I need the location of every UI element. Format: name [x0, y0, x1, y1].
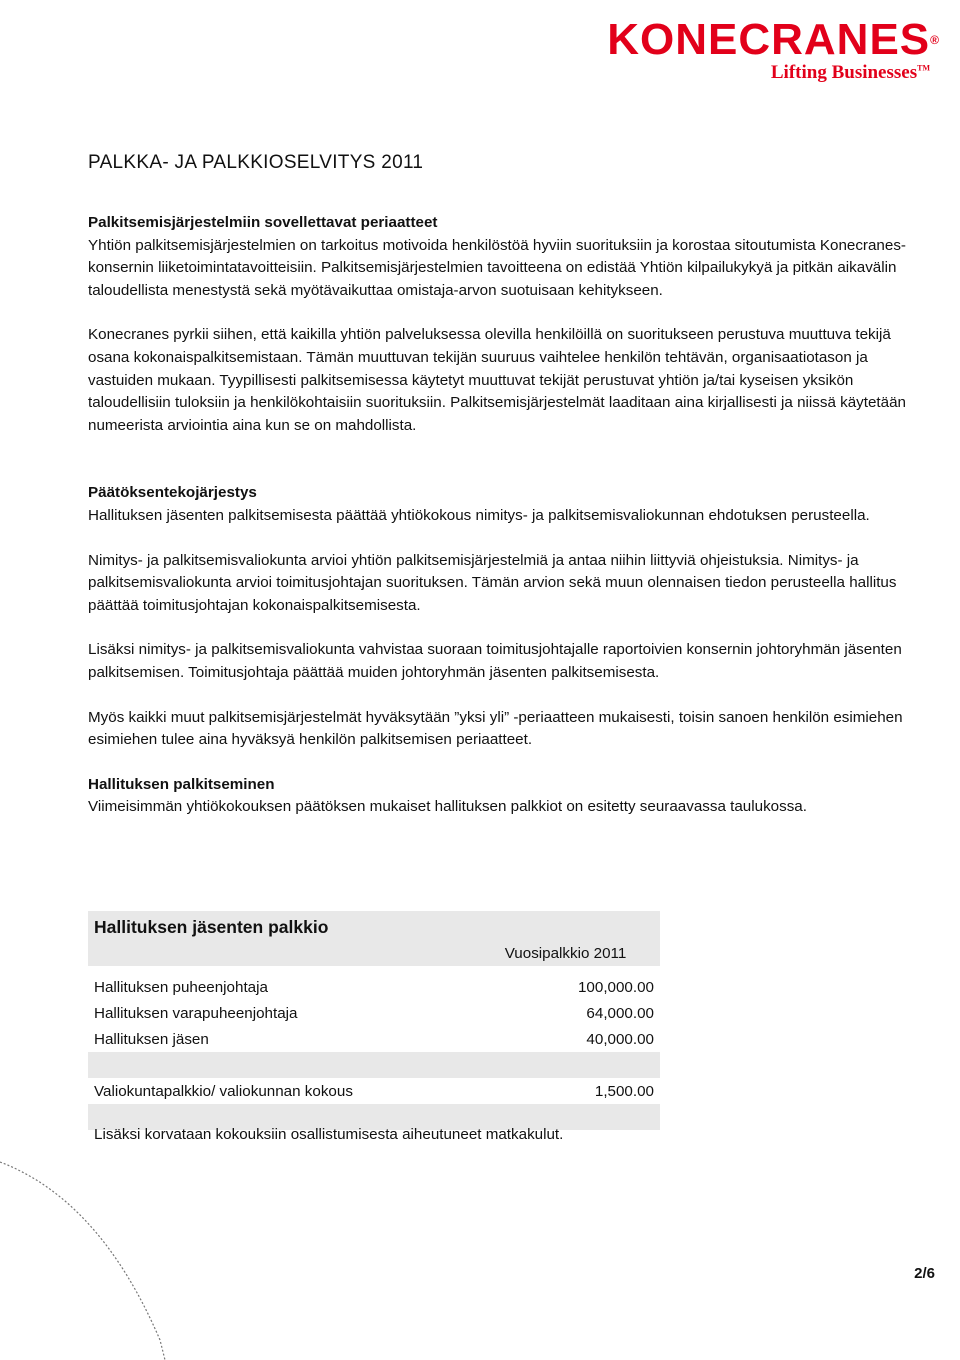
table-footnote: Lisäksi korvataan kokouksiin osallistumisesta aiheutuneet matkakulut.: [94, 1126, 564, 1143]
column-header: Vuosipalkkio 2011: [504, 944, 627, 962]
paragraph: Hallituksen jäsenten palkitsemisesta päättää yhtiökokous nimitys- ja palkitsemisvaliokunnan ehdotuksen perusteella.: [88, 506, 870, 524]
konecranes-logo: [580, 15, 940, 84]
section-heading-board-remuneration: Hallituksen palkitseminen: [88, 775, 275, 793]
paragraph: Viimeisimmän yhtiökokouksen päätöksen mukaiset hallituksen palkkiot on esitetty seuraavassa taulukossa.: [88, 798, 807, 816]
table-header-row: [88, 940, 660, 966]
board-fees-table: [88, 911, 660, 1130]
row-value: 1,500.00: [594, 1082, 654, 1100]
page-title: PALKKA- JA PALKKIOSELVITYS 2011: [88, 152, 424, 173]
logo-tagline: Lifting Businesses™: [770, 62, 930, 83]
document-body: [88, 212, 933, 819]
row-label: Valiokuntapalkkio/ valiokunnan kokous: [94, 1082, 353, 1100]
spacer-row: [88, 966, 660, 974]
shaded-spacer-row: [88, 1052, 660, 1078]
row-label: Hallituksen puheenjohtaja: [94, 978, 268, 996]
table-title: Hallituksen jäsenten palkkio: [94, 916, 329, 937]
table-row: [88, 1000, 660, 1026]
row-label: Hallituksen varapuheenjohtaja: [94, 1004, 298, 1022]
table-row: [88, 1026, 660, 1052]
section-heading-decision-order: Päätöksentekojärjestys: [88, 484, 257, 502]
table-row: [88, 974, 660, 1000]
row-value: 64,000.00: [586, 1004, 654, 1022]
paragraph: Lisäksi nimitys- ja palkitsemisvaliokunta vahvistaa suoraan toimitusjohtajalle raportoivien konsernin johtoryhmän jäsenten palkitsemisen. Toimitusjohtaja päättää muiden johtoryhmän jäsenten palkitsemisesta.: [88, 641, 902, 681]
page-number: 2/6: [914, 1265, 935, 1282]
row-value: 40,000.00: [586, 1030, 654, 1048]
table-row: [88, 1078, 660, 1104]
decorative-dotted-border: [0, 1160, 200, 1360]
paragraph: Konecranes pyrkii siihen, että kaikilla yhtiön palveluksessa olevilla henkilöillä on suoritukseen perustuva muuttuva tekijä osana kokonaispalkitsemistaan. Tämän muuttuvan tekijän suuruus vaihtelee henkilön tehtävän, organisaatiotason ja vastuiden mukaan. Tyypillisesti palkitsemisessa käytetyt muuttuvat tekijät perustuvat yhtiön ja/tai kyseisen yksikön taloudellisiin tuloksiin ja henkilökohtaisiin suorituksiin. Palkitsemisjärjestelmät laaditaan aina kirjallisesti ja niissä käytetään numeerista arviointia aina kun se on mahdollista.: [88, 326, 906, 434]
paragraph: Myös kaikki muut palkitsemisjärjestelmät hyväksytään ”yksi yli” -periaatteen mukaisesti, toisin sanoen henkilön esimiehen esimiehen tulee aina hyväksyä henkilön palkitsemisen periaatteet.: [88, 708, 903, 749]
row-value: 100,000.00: [577, 978, 654, 996]
row-label: Hallituksen jäsen: [94, 1030, 209, 1048]
logo-wordmark: KONECRANES®: [607, 15, 940, 64]
section-heading-principles: Palkitsemisjärjestelmiin sovellettavat periaatteet: [88, 214, 438, 231]
table-title-row: [88, 911, 660, 940]
paragraph: Yhtiön palkitsemisjärjestelmien on tarkoitus motivoida henkilöstöä hyviin suorituksiin ja korostaa sitoutumista Konecranes-konsernin liiketoimintatavoitteisiin. Palkitsemisjärjestelmien tavoitteena on edistää Yhtiön kilpailukykyä ja pitkän aikavälin taloudellista menestystä sekä myötävaikuttaa omistaja-arvon suotuisaan kehitykseen.: [88, 236, 906, 299]
paragraph: Nimitys- ja palkitsemisvaliokunta arvioi yhtiön palkitsemisjärjestelmiä ja antaa niihin liittyviä ohjeistuksia. Nimitys- ja palkitsemisvaliokunta arvioi toimitusjohtajan suorituksen. Tämän arvion sekä muun olennaisen tiedon perusteella hallitus päättää toimitusjohtajan kokonaispalkitsemisesta.: [88, 551, 897, 614]
